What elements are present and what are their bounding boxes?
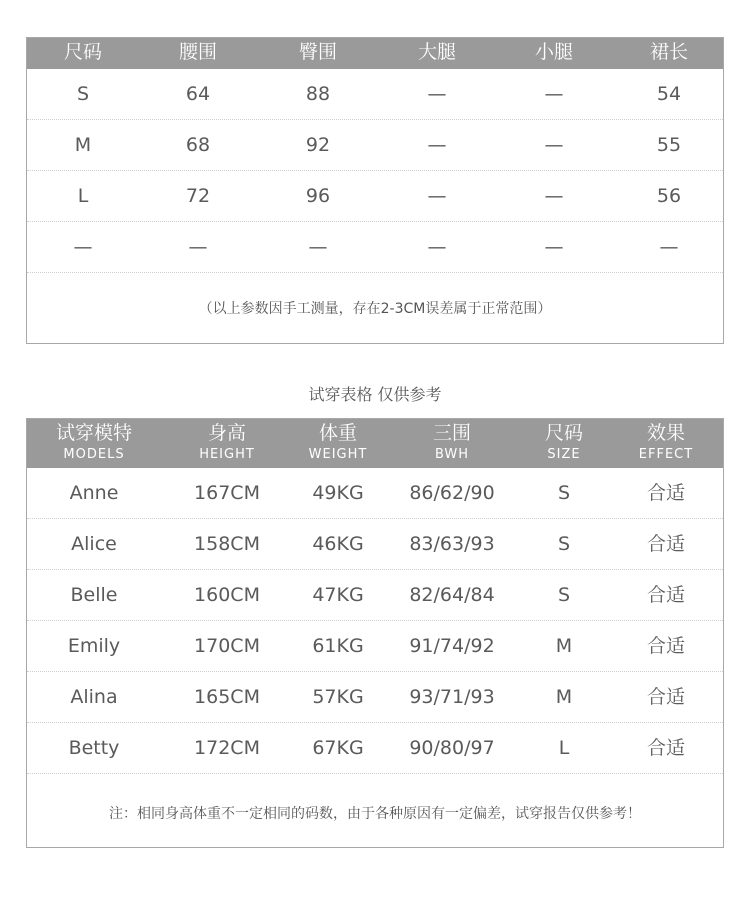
cell-waist: 64 [185, 83, 211, 105]
cell-weight: 49KG [312, 482, 364, 504]
table-row [27, 723, 723, 774]
header-models: 试穿模特 MODELS [55, 422, 132, 462]
table-row [27, 222, 723, 273]
header-bwh: 三围 BWH [432, 422, 471, 462]
cell-height: 167CM [194, 482, 260, 504]
cell-height: 170CM [194, 635, 260, 657]
header-waist: 腰围 [178, 41, 217, 63]
table-row [27, 672, 723, 723]
cell-bwh: 86/62/90 [409, 482, 495, 504]
cell-weight: 61KG [312, 635, 364, 657]
cell-waist: — [188, 236, 208, 258]
fit-report-note: 注：相同身高体重不一定相同的码数，由于各种原因有一定偏差，试穿报告仅供参考！ [109, 806, 641, 822]
fit-table-title: 试穿表格 仅供参考 [308, 385, 442, 404]
cell-size: — [73, 236, 93, 258]
fit-report-table [26, 418, 724, 848]
cell-height: 158CM [194, 533, 260, 555]
cell-calf: — [544, 83, 564, 105]
cell-size: M [555, 686, 573, 708]
cell-size: M [555, 635, 573, 657]
header-calf: 小腿 [534, 41, 573, 63]
cell-model: Alina [70, 686, 118, 708]
cell-effect: 合适 [646, 482, 685, 504]
cell-skirt-length: 55 [656, 134, 682, 156]
cell-hip: 96 [305, 185, 331, 207]
cell-calf: — [544, 185, 564, 207]
cell-waist: 72 [185, 185, 211, 207]
cell-thigh: — [427, 236, 447, 258]
size-chart-note: （以上参数因手工测量，存在2-3CM误差属于正常范围） [198, 301, 552, 317]
cell-effect: 合适 [646, 533, 685, 555]
table-row [27, 570, 723, 621]
cell-effect: 合适 [646, 737, 685, 759]
cell-effect: 合适 [646, 584, 685, 606]
cell-hip: 88 [305, 83, 331, 105]
header-skirt-length: 裙长 [649, 41, 688, 63]
table-row [27, 468, 723, 519]
cell-size: S [557, 584, 571, 606]
cell-thigh: — [427, 83, 447, 105]
cell-hip: 92 [305, 134, 331, 156]
cell-size: M [74, 134, 92, 156]
header-size: 尺码 SIZE [544, 422, 583, 462]
cell-model: Emily [67, 635, 121, 657]
size-chart-table [26, 37, 724, 344]
table-row [27, 120, 723, 171]
header-height: 身高 HEIGHT [199, 422, 255, 462]
cell-thigh: — [427, 185, 447, 207]
cell-size: S [557, 482, 571, 504]
cell-skirt-length: 54 [656, 83, 682, 105]
cell-height: 172CM [194, 737, 260, 759]
cell-weight: 47KG [312, 584, 364, 606]
cell-waist: 68 [185, 134, 211, 156]
cell-calf: — [544, 236, 564, 258]
table-row [27, 171, 723, 222]
cell-height: 165CM [194, 686, 260, 708]
size-chart-header [27, 38, 723, 69]
cell-bwh: 91/74/92 [409, 635, 495, 657]
table-row [27, 69, 723, 120]
cell-weight: 57KG [312, 686, 364, 708]
cell-bwh: 83/63/93 [409, 533, 495, 555]
cell-hip: — [308, 236, 328, 258]
cell-weight: 67KG [312, 737, 364, 759]
cell-size: S [557, 533, 571, 555]
cell-size: S [76, 83, 90, 105]
header-effect: 效果 EFFECT [638, 422, 694, 462]
header-weight: 体重 WEIGHT [308, 422, 368, 462]
cell-effect: 合适 [646, 635, 685, 657]
cell-thigh: — [427, 134, 447, 156]
header-thigh: 大腿 [417, 41, 456, 63]
cell-weight: 46KG [312, 533, 364, 555]
cell-size: L [558, 737, 570, 759]
header-size: 尺码 [63, 41, 102, 63]
table-row [27, 621, 723, 672]
cell-size: L [77, 185, 89, 207]
table-row [27, 519, 723, 570]
cell-skirt-length: — [659, 236, 679, 258]
cell-height: 160CM [194, 584, 260, 606]
cell-model: Belle [70, 584, 118, 606]
cell-skirt-length: 56 [656, 185, 682, 207]
cell-model: Betty [68, 737, 120, 759]
cell-bwh: 93/71/93 [409, 686, 495, 708]
cell-bwh: 82/64/84 [409, 584, 495, 606]
cell-model: Anne [69, 482, 119, 504]
cell-calf: — [544, 134, 564, 156]
fit-report-header [27, 419, 723, 468]
cell-model: Alice [71, 533, 117, 555]
cell-effect: 合适 [646, 686, 685, 708]
cell-bwh: 90/80/97 [409, 737, 495, 759]
header-hip: 臀围 [298, 41, 337, 63]
